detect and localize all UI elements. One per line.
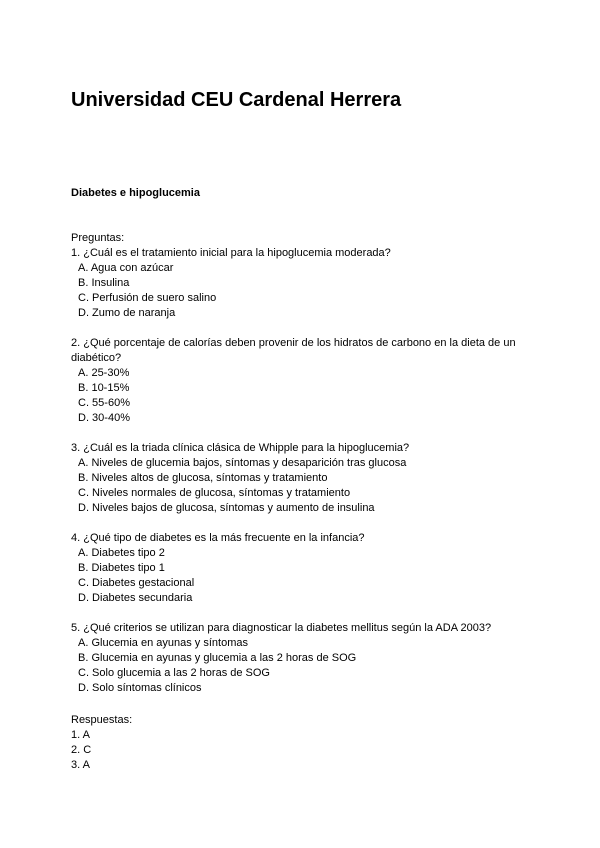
answer-option: C. Niveles normales de glucosa, síntomas y tratamiento xyxy=(78,487,351,499)
spacer xyxy=(71,516,531,531)
answer-option: C. Diabetes gestacional xyxy=(78,577,195,589)
document-title: Universidad CEU Cardenal Herrera xyxy=(71,89,402,111)
answer-option: D. Diabetes secundaria xyxy=(78,592,193,604)
question-text: 4. ¿Qué tipo de diabetes es la más frecuente en la infancia? xyxy=(71,532,365,544)
questions-heading: Preguntas: xyxy=(71,232,125,244)
question-text: 5. ¿Qué criterios se utilizan para diagnosticar la diabetes mellitus según la ADA 2003? xyxy=(71,622,492,634)
answers-heading: Respuestas: xyxy=(71,714,133,726)
answers-section xyxy=(71,713,531,773)
answer-option: C. Perfusión de suero salino xyxy=(78,292,217,304)
answer-option: A. Agua con azúcar xyxy=(78,262,174,274)
answer-option: B. 10-15% xyxy=(78,382,130,394)
answer-option: C. 55-60% xyxy=(78,397,130,409)
question-text: 1. ¿Cuál es el tratamiento inicial para la hipoglucemia moderada? xyxy=(71,247,391,259)
spacer xyxy=(71,321,531,336)
answer-option: D. Solo síntomas clínicos xyxy=(78,682,202,694)
answer-item: 3. A xyxy=(71,759,90,771)
answer-option: A. Glucemia en ayunas y síntomas xyxy=(78,637,248,649)
question-2 xyxy=(71,336,531,426)
answer-option: D. Zumo de naranja xyxy=(78,307,176,319)
answer-option: A. Diabetes tipo 2 xyxy=(78,547,165,559)
answer-option: D. Niveles bajos de glucosa, síntomas y aumento de insulina xyxy=(78,502,375,514)
answer-option: B. Glucemia en ayunas y glucemia a las 2 horas de SOG xyxy=(78,652,357,664)
question-text: 2. ¿Qué porcentaje de calorías deben provenir de los hidratos de carbono en la dieta de un diabético? xyxy=(71,337,516,364)
question-3 xyxy=(71,441,531,516)
answer-option: D. 30-40% xyxy=(78,412,130,424)
answer-option: C. Solo glucemia a las 2 horas de SOG xyxy=(78,667,270,679)
answer-option: B. Diabetes tipo 1 xyxy=(78,562,165,574)
answer-item: 2. C xyxy=(71,744,92,756)
question-5 xyxy=(71,621,531,696)
answer-option: A. Niveles de glucemia bajos, síntomas y desaparición tras glucosa xyxy=(78,457,407,469)
answer-item: 1. A xyxy=(71,729,90,741)
spacer xyxy=(71,606,531,621)
document-subtitle: Diabetes e hipoglucemia xyxy=(71,187,200,199)
question-1 xyxy=(71,246,531,321)
question-4 xyxy=(71,531,531,606)
questions-section xyxy=(71,231,531,696)
answer-option: B. Insulina xyxy=(78,277,130,289)
answer-option: A. 25-30% xyxy=(78,367,130,379)
answer-option: B. Niveles altos de glucosa, síntomas y tratamiento xyxy=(78,472,328,484)
question-text: 3. ¿Cuál es la triada clínica clásica de Whipple para la hipoglucemia? xyxy=(71,442,410,454)
spacer xyxy=(71,426,531,441)
